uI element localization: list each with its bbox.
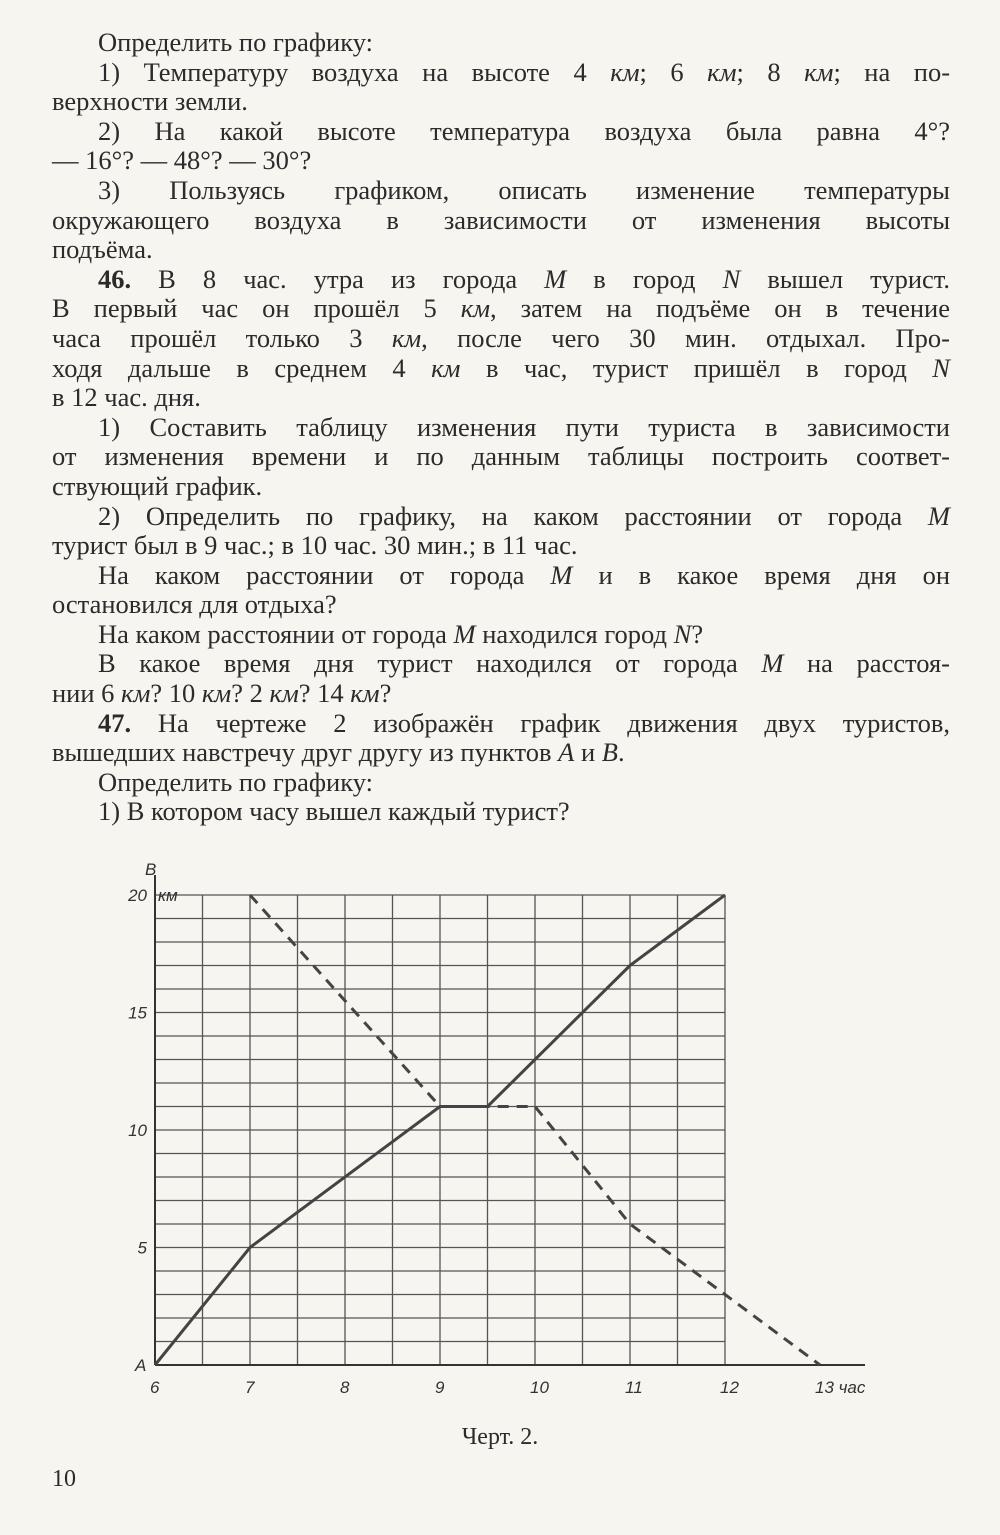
text-line: На каком расстоянии от города M находился город N? bbox=[98, 618, 704, 649]
point-b-label: B bbox=[145, 860, 157, 879]
chart-grid bbox=[155, 895, 725, 1365]
text-line: В какое время дня турист находился от города M на расстоя- bbox=[98, 648, 950, 679]
text-line: 3) Пользуясь графиком, описать изменение температуры bbox=[98, 174, 950, 205]
text-line: ходя дальше в среднем 4 км в час, турист пришёл в город N bbox=[52, 352, 950, 383]
problem-number: 46. bbox=[98, 263, 132, 294]
text-line: 47. На чертеже 2 изображён график движения двух туристов, bbox=[98, 707, 950, 738]
text-line: окружающего воздуха в зависимости от изменения высоты bbox=[52, 204, 950, 235]
x-tick-label: 7 bbox=[245, 1378, 255, 1397]
distance-time-chart bbox=[0, 850, 1000, 1410]
text-line: нии 6 км? 10 км? 2 км? 14 км? bbox=[52, 678, 392, 709]
text-line: от изменения времени и по данным таблицы построить соответ- bbox=[52, 441, 950, 472]
y-tick-label: 5 bbox=[137, 1238, 147, 1258]
y-tick-label: 15 bbox=[128, 1003, 147, 1023]
text-line: в 12 час. дня. bbox=[52, 382, 201, 413]
text-line: остановился для отдыха? bbox=[52, 589, 337, 620]
problem-number: 47. bbox=[98, 707, 132, 738]
text-line: часа прошёл только 3 км, после чего 30 мин. отдыхал. Про- bbox=[52, 322, 951, 353]
chart-axes bbox=[155, 875, 865, 1365]
text-line: В первый час он прошёл 5 км, затем на подъёме он в течение bbox=[52, 293, 950, 324]
x-tick-label: 11 bbox=[625, 1378, 643, 1397]
text-line: 46. В 8 час. утра из города M в город N вышел турист. bbox=[98, 263, 950, 294]
y-tick-label: 20 bbox=[128, 886, 147, 905]
problem-text bbox=[52, 28, 950, 827]
text-line: вышедших навстречу друг другу из пунктов A и B. bbox=[52, 737, 625, 768]
y-unit-label: км bbox=[158, 886, 178, 905]
x-tick-label: 9 bbox=[435, 1378, 445, 1397]
x-tick-label: 13 час bbox=[815, 1378, 866, 1397]
x-tick-label: 6 bbox=[150, 1378, 160, 1397]
x-tick-label: 8 bbox=[340, 1378, 350, 1397]
page-number: 10 bbox=[52, 1466, 76, 1492]
text-line: подъёма. bbox=[52, 234, 153, 265]
y-tick-label: 10 bbox=[128, 1121, 147, 1140]
text-line: верхности земли. bbox=[52, 86, 248, 117]
text-line: 1) Температуру воздуха на высоте 4 км; 6 км; 8 км; на по- bbox=[98, 56, 951, 87]
text-line: — 16°? — 48°? — 30°? bbox=[52, 145, 312, 176]
text-line: ствующий график. bbox=[52, 470, 263, 501]
text-line: 1) В котором часу вышел каждый турист? bbox=[98, 796, 570, 827]
text-line: турист был в 9 час.; в 10 час. 30 мин.; в 11 час. bbox=[52, 530, 578, 561]
x-tick-label: 12 bbox=[720, 1378, 739, 1397]
figure-caption: Черт. 2. bbox=[461, 1424, 539, 1450]
text-line: Определить по графику: bbox=[98, 27, 373, 57]
text-line: 1) Составить таблицу изменения пути туриста в зависимости bbox=[98, 411, 950, 442]
text-line: 2) На какой высоте температура воздуха была равна 4°? bbox=[98, 115, 950, 146]
text-line: На каком расстоянии от города M и в какое время дня он bbox=[98, 559, 950, 590]
text-line: Определить по графику: bbox=[98, 766, 373, 797]
x-tick-label: 10 bbox=[530, 1378, 549, 1397]
text-line: 2) Определить по графику, на каком расстоянии от города M bbox=[98, 500, 950, 531]
point-a-label: A bbox=[135, 1356, 147, 1375]
